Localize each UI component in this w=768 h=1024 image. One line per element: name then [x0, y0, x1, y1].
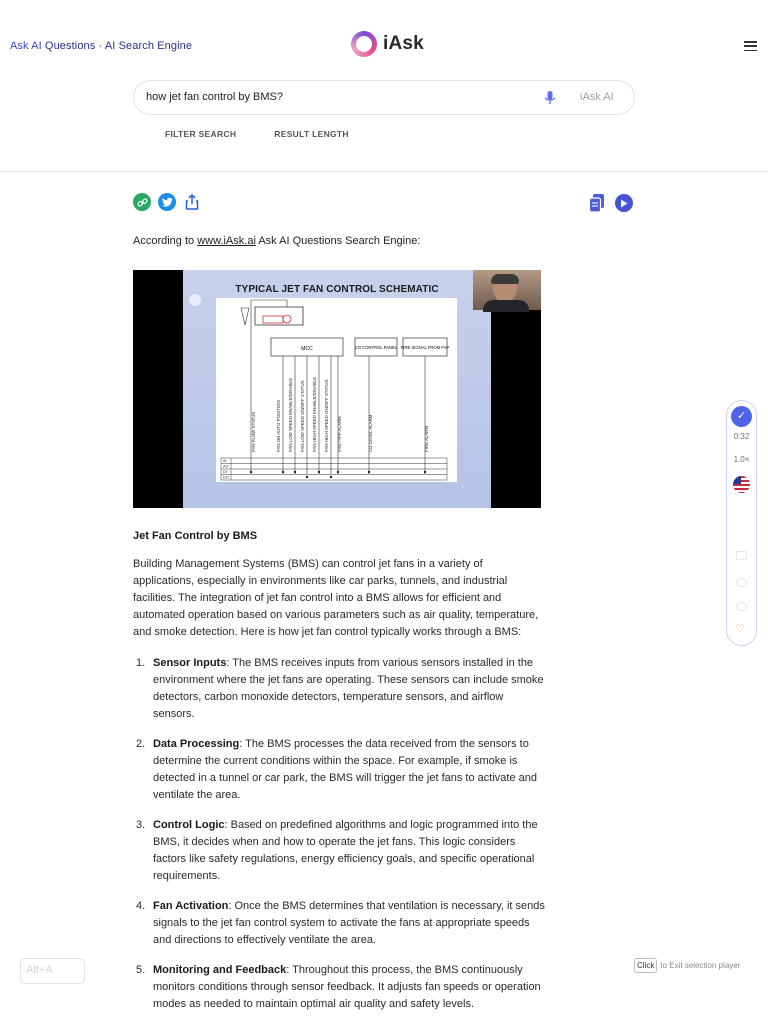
step-label: Control Logic [153, 819, 225, 831]
microphone-icon[interactable] [543, 90, 557, 106]
signal-label: FIRE ALARM [424, 425, 429, 452]
signal-label: FAN HIGH SPEED ON/OFF STATUS [324, 379, 329, 452]
list-item [133, 898, 545, 949]
play-audio-button[interactable] [615, 194, 633, 212]
step-label: Fan Activation [153, 900, 229, 912]
video-slide [183, 270, 491, 508]
signal-label: FAN TRIP ALARM [337, 416, 342, 452]
step-label: Data Processing [153, 738, 240, 750]
list-item [133, 817, 545, 885]
steps-list [133, 655, 545, 1024]
hamburger-menu-icon[interactable] [744, 41, 757, 51]
step-number: 5. [136, 964, 146, 976]
step-number: 4. [136, 900, 146, 912]
step-number: 2. [136, 738, 146, 750]
fire-signal-label: FIRE SIGNAL FROM FAP [400, 345, 450, 350]
list-item [133, 655, 545, 723]
signal-label: FAN LOW SPEED ON/OFF STATUS [300, 380, 305, 452]
video-player[interactable] [133, 270, 541, 508]
signal-label: CO LEVEL ALARM [368, 414, 373, 452]
schematic-diagram [183, 270, 491, 508]
signal-label: FAN FLOW STATUS [251, 411, 256, 452]
list-item [133, 962, 545, 1013]
twitter-icon [162, 197, 173, 207]
brand-rest: Questions · AI Search Engine [41, 40, 193, 52]
answer-actions [588, 193, 633, 213]
signal-label: FAN HIGH SPEED ENABLE/DISABLE [312, 376, 317, 452]
list-item [133, 736, 545, 804]
site-header [0, 0, 768, 172]
iask-link[interactable]: www.iAsk.ai [197, 235, 256, 247]
answer-heading: Jet Fan Control by BMS [133, 530, 258, 542]
player-time: 0:32 [733, 432, 750, 441]
logo-ring-icon [351, 31, 377, 57]
attribution-prefix: According to [133, 235, 198, 247]
logo-text: iAsk [383, 33, 424, 54]
result-length-button[interactable]: RESULT LENGTH [274, 129, 349, 139]
step-text: : Based on predefined algorithms and logic programmed into the BMS, it decides when and how to operate the jet fans. This logic considers factors like safety regulations, energy efficiency goals, and specific operational requirements. [153, 819, 538, 882]
signal-label: FAN ON AUTO POSITION [276, 400, 281, 452]
step-label: Sensor Inputs [153, 657, 227, 669]
step-label: Monitoring and Feedback [153, 964, 287, 976]
move-icon[interactable] [736, 578, 747, 587]
click-key: Click [634, 958, 657, 973]
filter-search-button[interactable]: FILTER SEARCH [165, 129, 237, 139]
step-text: : Throughout this process, the BMS continuously monitors conditions through sensor feedback. It adjusts fan speeds or operation modes as needed to maintain optimal air quality and safety levels. [153, 964, 541, 1010]
copy-icon[interactable] [588, 193, 606, 213]
search-submit-button[interactable]: iAsk AI [580, 91, 614, 103]
twitter-share-button[interactable] [158, 193, 176, 211]
search-input[interactable]: how jet fan control by BMS? [146, 91, 283, 103]
co-panel-label: CO CONTROL PANEL [354, 345, 398, 350]
mcc-label: MCC [301, 346, 313, 352]
iask-logo[interactable] [351, 31, 424, 57]
answer-intro: Building Management Systems (BMS) can control jet fans in a variety of applications, especially in environments like car parks, tunnels, and industrial facilities. The integration of jet fan control into a BMS allows for efficient and automated operation based on various parameters such as air quality, temperature, and smoke detection. Here is how jet fan control typically works through a BMS: [133, 558, 539, 638]
brand-tagline[interactable] [10, 40, 192, 52]
player-check-button[interactable]: ✓ [731, 406, 752, 427]
attribution-suffix: Ask AI Questions Search Engine: [255, 235, 421, 247]
link-icon [137, 197, 148, 208]
io-label: AO [223, 464, 229, 469]
player-speed-button[interactable]: 1.0× [733, 455, 750, 464]
shortcut-hint: Alt+A [20, 958, 85, 984]
share-icon[interactable] [183, 193, 201, 211]
note-icon[interactable] [736, 551, 747, 560]
slide-title: TYPICAL JET FAN CONTROL SCHEMATIC [235, 284, 439, 295]
play-icon [620, 199, 628, 208]
step-text: : Once the BMS determines that ventilation is necessary, it sends signals to the jet fan control system to activate the fans at appropriate speeds and directions to effectively ventilate the area. [153, 900, 545, 946]
brand-strong: Ask AI [10, 40, 42, 52]
settings-icon[interactable] [736, 602, 747, 611]
jet-fan-icon [241, 307, 303, 325]
selection-player [726, 400, 757, 646]
exit-text: to Exit selection player [660, 961, 741, 970]
step-number: 3. [136, 819, 146, 831]
io-label: DI [223, 470, 227, 474]
io-label: AI [223, 459, 227, 463]
heart-icon[interactable]: ♡ [735, 623, 745, 635]
filter-bar [165, 129, 349, 139]
io-label: DO [223, 475, 229, 480]
presenter-webcam [473, 270, 541, 310]
exit-hint [634, 958, 740, 973]
copy-link-button[interactable] [133, 193, 151, 211]
share-actions [133, 193, 201, 211]
source-attribution [133, 235, 420, 247]
step-text: : The BMS receives inputs from various sensors installed in the environment where the jet fans are operating. These sensors can include smoke detectors, carbon monoxide detectors, temperature sensors, and airflow sensors. [153, 657, 544, 720]
signal-label: FAN LOW SPEED ENABLE/DISABLE [288, 377, 293, 452]
step-text: : The BMS processes the data received from the sensors to determine the current conditions within the space. For example, if smoke is detected in a tunnel or car park, the BMS will trigger the jet fans to activate and ventilate the area. [153, 738, 537, 801]
us-flag-icon[interactable] [733, 476, 750, 493]
search-bar[interactable] [133, 80, 635, 115]
step-number: 1. [136, 657, 146, 669]
